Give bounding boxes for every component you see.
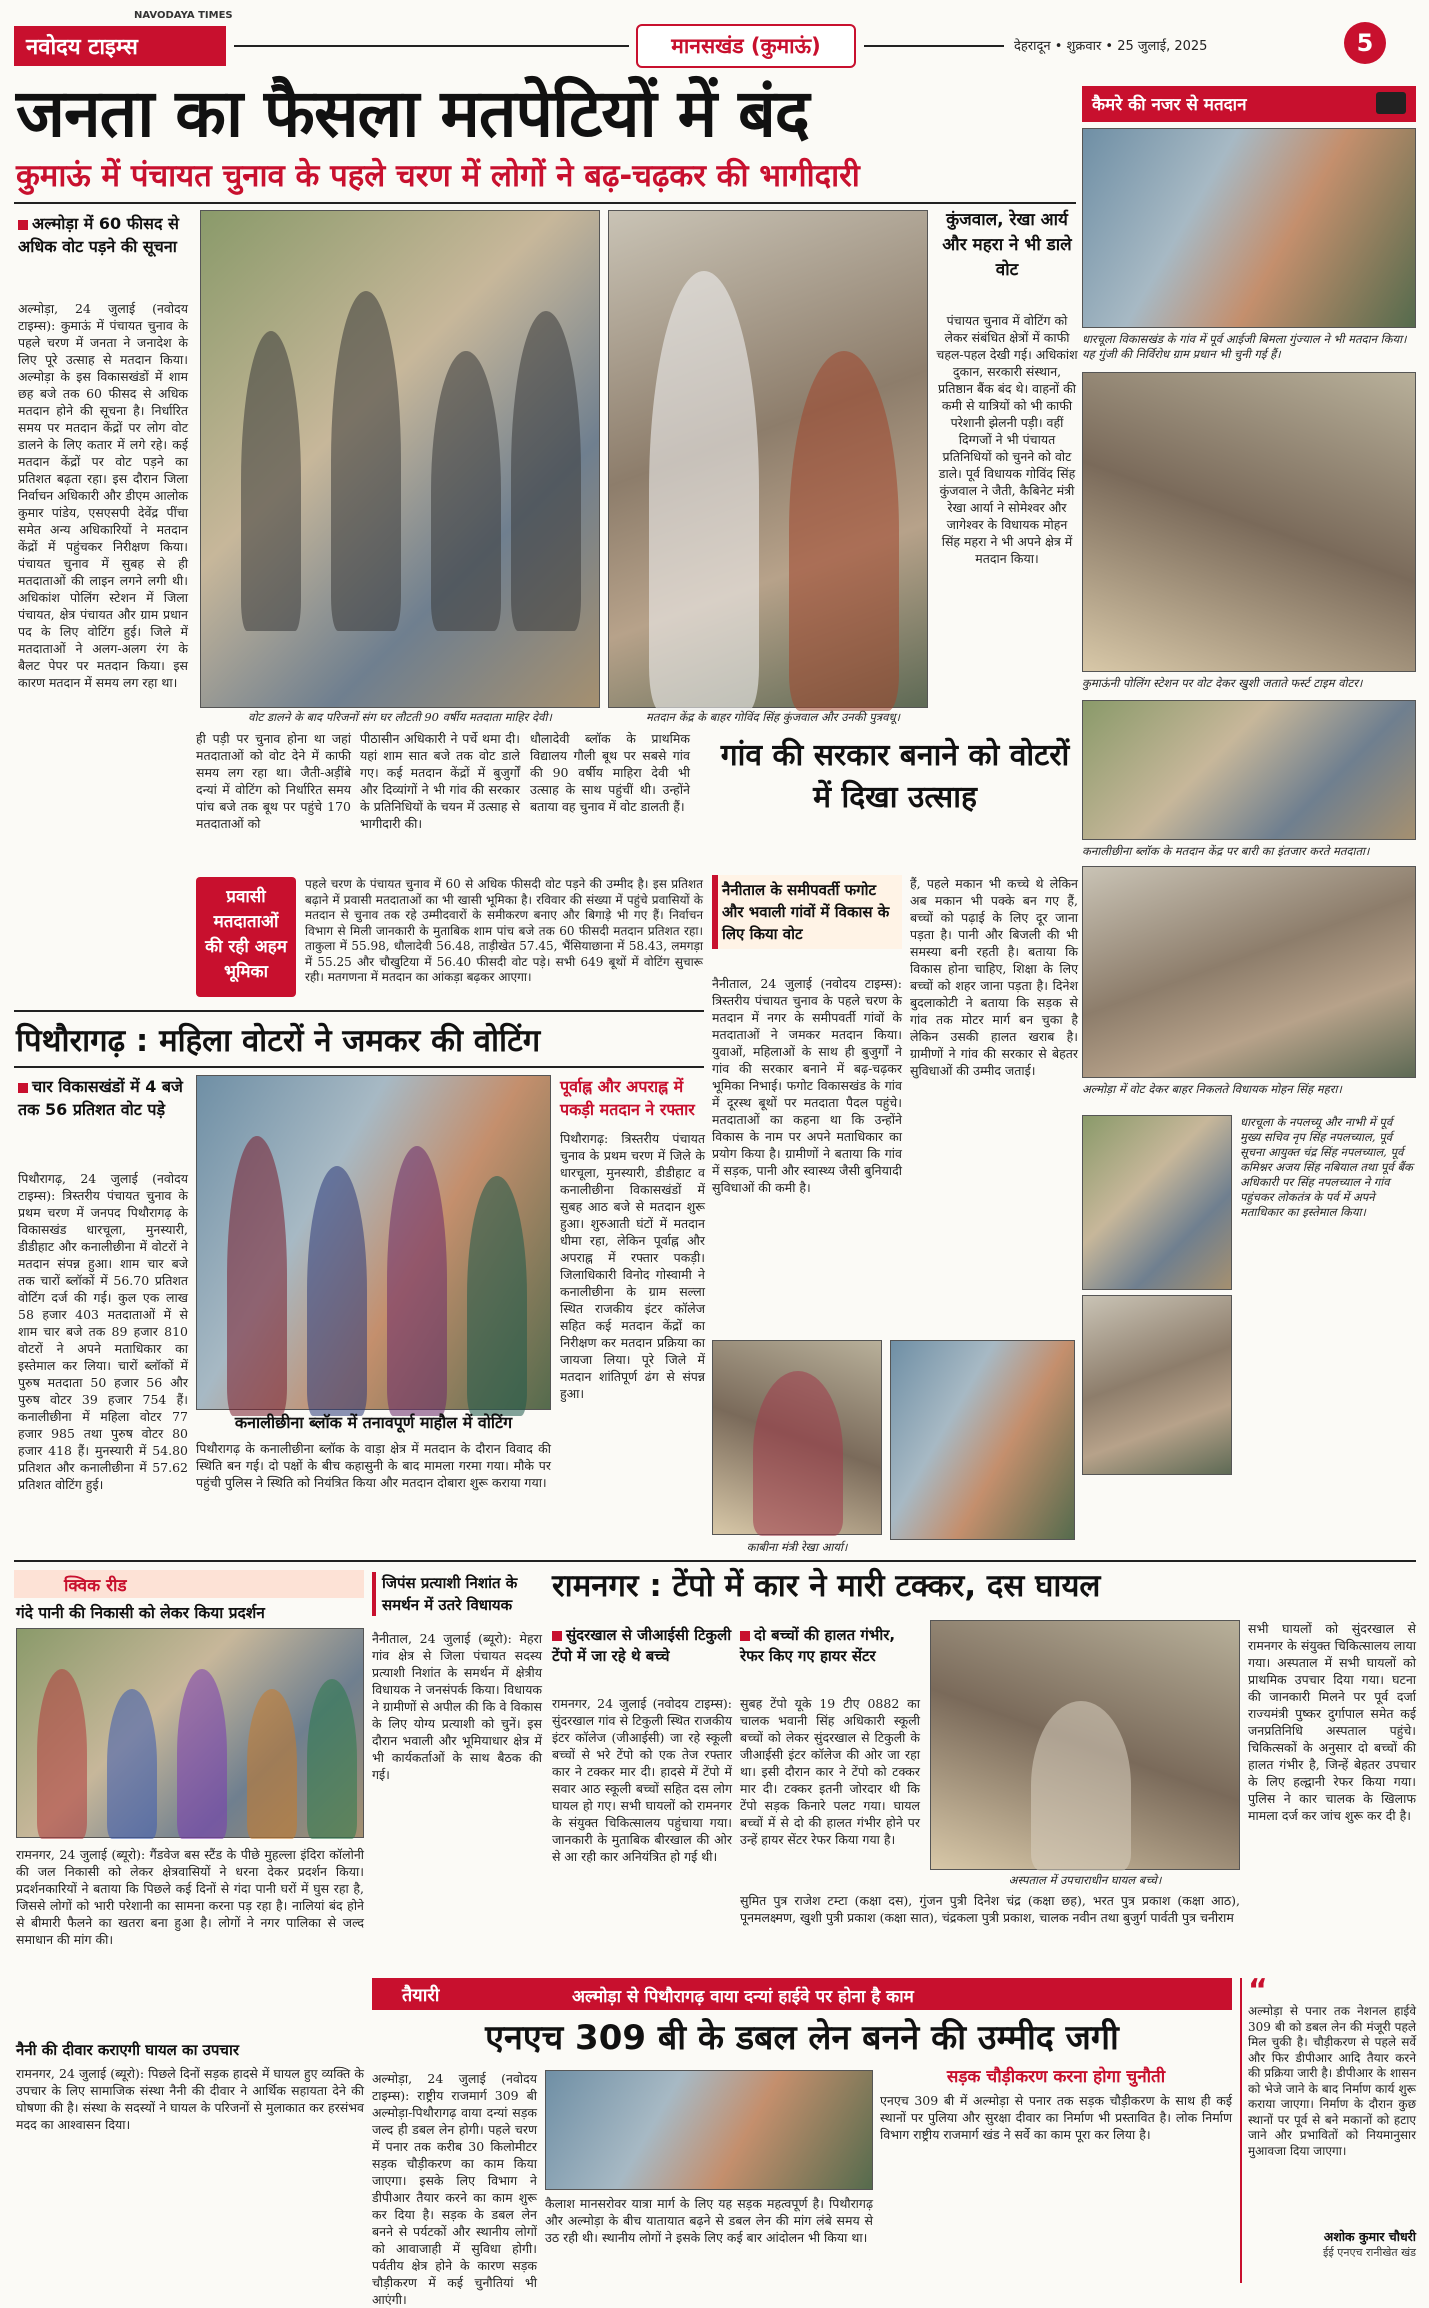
- peace-body: पिथौरागढ़: त्रिस्तरीय पंचायत चुनाव के प्रथम चरण में जिले के धारचूला, मुनस्यारी, डीडीहाट व कनालीछीना विकासखंडों में सुबह आठ बजे से मतदान शुरू हुआ। शुरुआती घंटों में मतदान धीमा रहा, लेकिन पूर्वाह्न और अपराह्न में रफ्तार पकड़ी। जिलाधिकारी विनोद गोस्वामी ने कनालीछीना के ग्राम सल्ला स्थित राजकीय इंटर कॉलेज सहित कई मतदान केंद्रों का निरीक्षण कर मतदान प्रक्रिया का जायजा लिया। पूरे जिले में मतदान शांतिपूर्ण ढंग से संपन्न हुआ।: [560, 1131, 705, 1401]
- lead-photo-caption: वोट डालने के बाद परिजनों संग घर लौटती 90 वर्षीय मतदाता माहिर देवी।: [248, 710, 552, 724]
- nh-body-3: एनएच 309 बी में अल्मोड़ा से पनार तक सड़क चौड़ीकरण के साथ ही कई स्थानों पर पुलिया और सुरक्षा दीवार का निर्माण भी प्रस्तावित है। लोक निर्माण विभाग राष्ट्रीय राजमार्ग खंड ने सर्वे का काम पूरा कर लिया है।: [880, 2093, 1232, 2142]
- gaon-body: नैनीताल, 24 जुलाई (नवोदय टाइम्स): त्रिस्तरीय पंचायत चुनाव के पहले चरण के मतदान में नगर के समीपवर्ती गांवों के मतदाताओं ने जमकर मतदान किया। युवाओं, महिलाओं के साथ ही बुजुर्गों ने गांव की सरकार बनाने में बढ़-चढ़कर भूमिका निभाई। फगोट विकासखंड के गांव में दूरस्थ बूथों पर मतदाता पैदल पहुंचे। मतदाताओं का कहना था कि उन्होंने विकास के नाम पर अपने मताधिकार का प्रयोग किया है। ग्रामीणों ने बताया कि गांव में सड़क, पानी और स्वास्थ्य जैसी बुनियादी सुविधाओं की कमी है।: [712, 976, 902, 1195]
- quote-icon: “: [1248, 1973, 1268, 2008]
- pithoragarh-photo-body: पिथौरागढ़ के कनालीछीना ब्लॉक के वाड़ा क्षेत्र में मतदान के दौरान विवाद की स्थिति बन गई। दो पक्षों के बीच कहासुनी के बाद मामला गरमा गया। मौके पर पहुंची पुलिस ने स्थिति को नियंत्रित किया और मतदान दोबारा शुरू कराया गया।: [196, 1441, 551, 1490]
- kunjwal-photo-caption: मतदान केंद्र के बाहर गोविंद सिंह कुंजवाल और उनकी पुत्रवधू।: [646, 710, 900, 724]
- nh-headline: एनएच 309 बी के डबल लेन बनने की उम्मीद जगी: [485, 2018, 1119, 2058]
- nh-photo: [545, 2070, 873, 2190]
- nh-subhead: सड़क चौड़ीकरण करना होगा चुनौती: [946, 2067, 1166, 2087]
- gaon-body2: हैं, पहले मकान भी कच्चे थे लेकिन अब मकान भी पक्के बन गए हैं, बच्चों को पढ़ाई के लिए दूर जाना पड़ता है। पानी और बिजली की भी समस्या बनी रहती है। बताया कि विकास होना चाहिए, शिक्षा के लिए बच्चों को शहर जाना पड़ता है। दिनेश बुदलाकोटी ने बताया कि सड़क से गांव तक मोटर मार्ग बन चुका है लेकिन उसकी हालत खराब है। ग्रामीणों ने गांव की सरकार से बेहतर सुविधाओं की उम्मीद जताई।: [910, 876, 1078, 1078]
- ramnagar-photo-caption: अस्पताल में उपचाराधीन घायल बच्चे।: [1008, 1873, 1162, 1887]
- ramnagar-sub1-title: सुंदरखाल से जीआईसी टिकुली टेंपो में जा रहे थे बच्चे: [552, 1626, 732, 1665]
- nh-quote-author: अशोक कुमार चौधरी: [1323, 2229, 1416, 2244]
- ramnagar-sub2-body: सुबह टेंपो यूके 19 टीए 0882 का चालक भवानी सिंह अधिकारी स्कूली बच्चों को लेकर सुंदरखाल से टिकुली के जीआईसी इंटर कॉलेज की ओर जा रहा था। इसी दौरान कार ने टेंपो को टक्कर मार दी। टक्कर इतनी जोरदार थी कि टेंपो सड़क किनारे पलट गया। घायल बच्चों में से दो की हालत गंभीर होने पर उन्हें हायर सेंटर रेफर किया गया है।: [740, 1696, 920, 1847]
- camera-photo-2: [1082, 372, 1416, 672]
- jila-body: नैनीताल, 24 जुलाई (ब्यूरो): मेहरा गांव क्षेत्र से जिला पंचायत सदस्य प्रत्याशी निशांत के समर्थन में क्षेत्रीय विधायक ने जनसंपर्क किया। विधायक ने ग्रामीणों से अपील की कि वे विकास के लिए योग्य प्रत्याशी को चुनें। इस दौरान भवाली और भूमियाधार क्षेत्र में भी कार्यकर्ताओं के साथ बैठक की गई।: [372, 1631, 542, 1782]
- brand-name: नवोदय टाइम्स: [26, 35, 138, 60]
- nh-body-2: कैलाश मानसरोवर यात्रा मार्ग के लिए यह सड़क महत्वपूर्ण है। पिथौरागढ़ और अल्मोड़ा के बीच यातायात बढ़ने से डबल लेन की मांग लंबे समय से उठ रही थी। स्थानीय लोगों ने इसके लिए कई बार आंदोलन भी किया था।: [545, 2196, 873, 2245]
- almora-side-title: अल्मोड़ा में 60 फीसद से अधिक वोट पड़ने की सूचना: [18, 214, 179, 256]
- nh-quote-role: ईई एनएच रानीखेत खंड: [1322, 2246, 1416, 2259]
- section-label: मानसखंड (कुमाऊं): [636, 24, 856, 68]
- lead-col2: ही पड़ी पर चुनाव होना था जहां मतदाताओं को वोट देने में काफी समय लग रहा था। जैती-अड़ींबे दन्यां में वोटिंग को निर्धारित समय पांच बजे तक बूथ पर पहुंचे 170 मतदाताओं को: [196, 731, 351, 831]
- page-number: 5: [1344, 22, 1386, 64]
- quick-body: रामनगर, 24 जुलाई (ब्यूरो): गैंडवेज बस स्टैंड के पीछे मुहल्ला इंदिरा कॉलोनी की जल निकासी को लेकर क्षेत्रवासियों ने धरना देकर प्रदर्शन किया। प्रदर्शनकारियों ने बताया कि पिछले कई दिनों से गंदा पानी घरों में घुस रहा है, जिससे लोगों को भारी परेशानी का सामना करना पड़ रहा है। नालियां बंद होने से बीमारी फैलने का खतरा बना हुआ है। लोगों ने नगर पालिका से जल्द समाधान की मांग की।: [16, 1847, 364, 1947]
- minister-caption: काबीना मंत्री रेखा आर्या।: [746, 1540, 848, 1554]
- kunjwal-body: पंचायत चुनाव में वोटिंग को लेकर संबंधित क्षेत्रों में काफी चहल-पहल देखी गई। अधिकांश दुकान, सरकारी संस्थान, प्रतिष्ठान बैंक बंद थे। वाहनों की कमी से यात्रियों को भी काफी परेशानी झेलनी पड़ी। वहीं दिग्गजों ने भी पंचायत प्रतिनिधियों को चुनने को वोट डाले। पूर्व विधायक गोविंद सिंह कुंजवाल ने जैती, कैबिनेट मंत्री रेखा आर्या ने सोमेश्वर और जागेश्वर के विधायक मोहन सिंह महरा ने भी अपने क्षेत्र में मतदान किया।: [936, 313, 1078, 566]
- kunjwal-title: कुंजवाल, रेखा आर्य और महरा ने भी डाले वोट: [942, 210, 1072, 280]
- pravasi-box-label: प्रवासी मतदाताओं की रही अहम भूमिका: [205, 887, 287, 982]
- camera-photo-3: [1082, 700, 1416, 840]
- gaon-headline: गांव की सरकार बनाने को वोटरों में दिखा उत्साह: [720, 738, 1070, 815]
- camera-photo-4: [1082, 866, 1416, 1078]
- quick-body-2: रामनगर, 24 जुलाई (ब्यूरो): पिछले दिनों सड़क हादसे में घायल हुए व्यक्ति के उपचार के लिए सामाजिक संस्था नैनी की दीवार ने आर्थिक सहायता देने की घोषणा की है। संस्था के सदस्यों ने घायल के परिजनों से मुलाकात कर हरसंभव मदद का आश्वासन दिया।: [16, 2066, 364, 2132]
- nh-label: तैयारी: [402, 1985, 440, 2006]
- quick-title-2: नैनी की दीवार कराएगी घायल का उपचार: [16, 2041, 239, 2059]
- pithoragarh-photo-3: [1082, 1115, 1232, 1290]
- lead-headline: जनता का फैसला मतपेटियों में बंद: [16, 75, 809, 152]
- nh-quote: अल्मोड़ा से पनार तक नेशनल हाईवे 309 बी को डबल लेन की मंजूरी पहले मिल चुकी है। चौड़ीकरण से पहले सर्वे और फिर डीपीआर आदि तैयार करने की प्रक्रिया जारी है। डीपीआर के शासन को भेजे जाने के बाद निर्माण कार्य शुरू कराया जाएगा। निर्माण के दौरान कुछ स्थानों पर पूर्व से बने मकानों को हटाए जाने और प्रभावितों को नियमानुसार मुआवजा दिया जाएगा।: [1248, 2004, 1416, 2158]
- nh-quote-box: [1240, 1973, 1416, 2283]
- camera-banner: कैमरे की नजर से मतदान: [1082, 86, 1416, 122]
- almora-side-body: अल्मोड़ा, 24 जुलाई (नवोदय टाइम्स): कुमाऊं में पंचायत चुनाव के पहले चरण में जनता ने जनादेश के लिए पूरे उत्साह से मतदान किया। अल्मोड़ा के इस विकासखंडों में शाम छह बजे तक 60 फीसद से अधिक मतदान होने की सूचना है। निर्धारित समय पर मतदान केंद्रों पर लोग वोट डालने के लिए कतार में लगे रहे। कई मतदान केंद्रों पर वोट पड़ने का प्रतिशत बढ़ता रहा। इस दौरान जिला निर्वाचन अधिकारी और डीएम आलोक कुमार पांडेय, एसएसपी देवेंद्र पींचा समेत अन्य अधिकारियों ने मतदान केंद्रों में पहुंचकर निरीक्षण किया। पंचायत चुनाव में सुबह से ही मतदाताओं की लाइन लगने लगी थी। अधिकांश पोलिंग स्टेशन में जिला पंचायत, क्षेत्र पंचायत और ग्राम प्रधान पद के लिए वोटिंग हुई। जिले में मतदाताओं ने अलग-अलग रंग के बैलट पेपर पर मतदान किया। इस कारण मतदान में समय लग रहा था।: [18, 301, 188, 690]
- lead-col3: पीठासीन अधिकारी ने पर्चे थमा दी। यहां शाम सात बजे तक वोट डाले गए। कई मतदान केंद्रों में बुजुर्गों और दिव्यांगों ने भी गांव की सरकार के प्रतिनिधियों के चयन में उत्साह से भागीदारी की।: [360, 731, 520, 831]
- gaon-sub-title: नैनीताल के समीपवर्ती फगोट और भवाली गांवों में विकास के लिए किया वोट: [712, 875, 902, 949]
- video-camera-icon: [1376, 92, 1406, 114]
- camera-caption-2: कुमाऊंनी पोलिंग स्टेशन पर वोट देकर खुशी जताते फर्स्ट टाइम वोटर।: [1082, 676, 1363, 690]
- lead-photo-voters: [200, 210, 600, 708]
- quick-photo: [16, 1628, 364, 1838]
- camera-caption-4: अल्मोड़ा में वोट देकर बाहर निकलते विधायक मोहन सिंह महरा।: [1082, 1082, 1342, 1096]
- pravasi-box: [196, 877, 296, 997]
- pithoragarh-photo-caption: कनालीछीना ब्लॉक में तनावपूर्ण माहौल में वोटिंग: [234, 1413, 513, 1432]
- quick-title: गंदे पानी की निकासी को लेकर किया प्रदर्शन: [16, 1604, 265, 1622]
- camera-caption-1: धारचूला विकासखंड के गांव में पूर्व आईजी बिमला गुंज्याल ने भी मतदान किया। यह गुंजी की निर्विरोध ग्राम प्रधान भी चुनी गई हैं।: [1082, 332, 1407, 361]
- camera-photo-1: [1082, 128, 1416, 328]
- pithoragarh-photo-2: [890, 1340, 1075, 1540]
- ramnagar-photo: [930, 1620, 1240, 1870]
- nh-strap-text: अल्मोड़ा से पिथौरागढ़ वाया दन्यां हाईवे पर होना है काम: [572, 1987, 914, 2007]
- small-brand: NAVODAYA TIMES: [134, 10, 233, 21]
- pithoragarh-photo: [196, 1075, 551, 1410]
- masthead: [14, 10, 1415, 70]
- lead-col4: धौलादेवी ब्लॉक के प्राथमिक विद्यालय गौली बूथ पर सबसे गांव की 90 वर्षीय माहिरा देवी भी उत्साह के साथ पहुंचीं थी। उन्होंने बताया वह चुनाव में वोट डालती हैं।: [530, 731, 690, 814]
- ramnagar-sub1-body: रामनगर, 24 जुलाई (नवोदय टाइम्स): सुंदरखाल गांव से टिकुली स्थित राजकीय इंटर कॉलेज (जीआईसी) जा रहे स्कूली बच्चों से भरे टेंपो को एक तेज रफ्तार कार ने टक्कर मार दी। हादसे में टेंपो में सवार आठ स्कूली बच्चों सहित दस लोग घायल हो गए। सभी घायलों को रामनगर के संयुक्त चिकित्सालय पहुंचाया गया। जानकारी के मुताबिक बीरखाल की ओर से आ रही कार अनियंत्रित हो गई थी।: [552, 1696, 732, 1864]
- pithoragarh-photo-4: [1082, 1295, 1232, 1475]
- pithoragarh-headline: पिथौरागढ़ : महिला वोटरों ने जमकर की वोटिंग: [16, 1023, 541, 1059]
- peace-title: पूर्वाह्न और अपराह्न में पकड़ी मतदान ने रफ्तार: [560, 1077, 695, 1119]
- ramnagar-sub2-title: दो बच्चों की हालत गंभीर, रेफर किए गए हायर सेंटर: [740, 1626, 896, 1665]
- camera-caption-5: धारचूला के नपलच्यू और नाभी में पूर्व मुख्य सचिव नृप सिंह नपलच्याल, पूर्व सूचना आयुक्त चंद्र सिंह नपलच्याल, पूर्व कमिश्नर अजय सिंह नबियाल तथा पूर्व बैंक अधिकारी पर सिंह नपलच्याल ने गांव पहुंचकर लोकतंत्र के पर्व में अपने मताधिकार का इस्तेमाल किया।: [1240, 1115, 1413, 1219]
- camera-caption-3: कनालीछीना ब्लॉक के मतदान केंद्र पर बारी का इंतजार करते मतदाता।: [1082, 844, 1370, 858]
- brand-logo: [14, 26, 226, 66]
- quick-read-label: क्विक रीड: [14, 1570, 364, 1598]
- lead-photo-kunjwal: [608, 210, 928, 708]
- pithoragarh-side-body: पिथौरागढ़, 24 जुलाई (नवोदय टाइम्स): त्रिस्तरीय पंचायत चुनाव के प्रथम चरण में जनपद पिथौरागढ़ के विकासखंड धारचूला, मुनस्यारी, डीडीहाट और कनालीछीना में वोटरों ने मतदान संपन्न हुआ। शाम चार बजे तक चारों ब्लॉकों में 56.70 प्रतिशत वोटिंग दर्ज की गई। कुल एक लाख 58 हजार 403 मतदाताओं में से शाम चार बजे तक 89 हजार 810 वोटरों ने अपने मताधिकार का इस्तेमाल कर लिया। चारों ब्लॉकों में पुरुष मतदाता 50 हजार 56 और पुरुष वोटर 39 हजार 754 हैं। कनालीछीना में महिला वोटर 77 हजार 985 तथा पुरुष वोटर 80 हजार 418 हैं। मुनस्यारी में 54.80 प्रतिशत और कनालीछीना में 57.62 प्रतिशत वोटिंग हुई।: [18, 1171, 188, 1492]
- ramnagar-headline: रामनगर : टेंपो में कार ने मारी टक्कर, दस घायल: [552, 1568, 1101, 1604]
- nh-body: अल्मोड़ा, 24 जुलाई (नवोदय टाइम्स): राष्ट्रीय राजमार्ग 309 बी अल्मोड़ा-पिथौरागढ़ वाया दन्यां सड़क जल्द ही डबल लेन होगी। पहले चरण में पनार तक करीब 30 किलोमीटर सड़क चौड़ीकरण का काम किया जाएगा। इसके लिए विभाग ने डीपीआर तैयार करने का काम शुरू कर दिया है। सड़क के डबल लेन बनने से पर्यटकों और स्थानीय लोगों को आवाजाही में सुविधा होगी। पर्वतीय क्षेत्र होने के कारण सड़क चौड़ीकरण में कई चुनौतियां भी आएंगी।: [372, 2071, 537, 2307]
- ramnagar-names: सुमित पुत्र राजेश टम्टा (कक्षा दस), गुंजन पुत्री दिनेश चंद्र (कक्षा छह), भरत पुत्र प्रकाश (कक्षा आठ), पूनमलक्ष्मण, खुशी पुत्री प्रकाश (कक्षा सात), चंद्रकला पुत्री प्रकाश, चालक नवीन तथा बुजुर्ग पार्वती पुत्र चनीराम: [740, 1893, 1240, 1925]
- jila-title: जिपंस प्रत्याशी निशांत के समर्थन में उतरे विधायक: [372, 1572, 542, 1616]
- dateline: देहरादून • शुक्रवार • 25 जुलाई, 2025: [1014, 39, 1208, 54]
- pithoragarh-side-title: चार विकासखंडों में 4 बजे तक 56 प्रतिशत वोट पड़े: [18, 1077, 183, 1119]
- minister-photo: [712, 1340, 882, 1535]
- lead-subhead: कुमाऊं में पंचायत चुनाव के पहले चरण में लोगों ने बढ़-चढ़कर की भागीदारी: [16, 158, 860, 194]
- pravasi-body: पहले चरण के पंचायत चुनाव में 60 से अधिक फीसदी वोट पड़ने की उम्मीद है। इस प्रतिशत बढ़ाने में प्रवासी मतदाताओं का भी खासी भूमिका है। रविवार की संख्या में पहुंचे प्रवासियों के मतदान से चुनाव तक रहे उम्मीदवारों के समीकरण बनाए और बिगाड़े भी गए हैं। निर्वाचन विभाग से मिली जानकारी के मुताबिक शाम पांच बजे तक 60 फीसदी मतदान प्रतिशत रहा। ताकुला में 55.98, धौलादेवी 56.48, ताड़ीखेत 57.45, भैंसियाछाना में 58.43, लमगड़ा में 55.25 और चौखुटिया में 56.40 फीसदी वोट पड़े। सभी 649 बूथों में वोटिंग सुचारू रही। मतगणना में मतदान का आंकड़ा बढ़कर आएगा।: [305, 877, 703, 984]
- nh-strap: [372, 1978, 1232, 2010]
- ramnagar-side-body: सभी घायलों को सुंदरखाल से रामनगर के संयुक्त चिकित्सालय लाया गया। अस्पताल में सभी घायलों को प्राथमिक उपचार दिया गया। घटना की जानकारी मिलने पर पूर्व दर्जा राज्यमंत्री पुष्कर दुर्गापाल समेत कई जनप्रतिनिधि अस्पताल पहुंचे। चिकित्सकों के अनुसार दो बच्चों की हालत गंभीर है, जिन्हें बेहतर उपचार के लिए हल्द्वानी रेफर किया गया। पुलिस ने कार चालक के खिलाफ मामला दर्ज कर जांच शुरू कर दी है।: [1248, 1621, 1416, 1823]
